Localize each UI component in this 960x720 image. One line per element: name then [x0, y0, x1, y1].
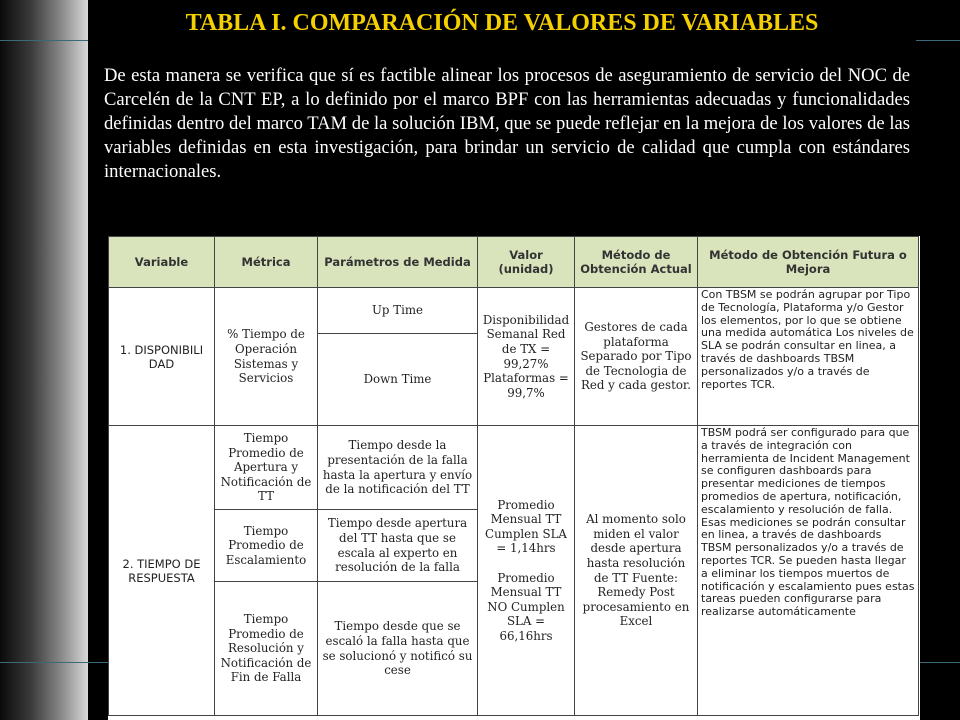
metrica-apertura-notificacion: Tiempo Promedio de Apertura y Notificación de TT — [215, 426, 318, 510]
obtencion-futura-respuesta: TBSM podrá ser configurado para que a través de integración con herramienta de Incident Management se configuren dashboards para presentar mediciones de tiempos promedios de apertura, notificación, escalamiento y resolución de falla. Esas mediciones se podrán consultar en linea, a través de dashboards TBSM personalizados y/o a través de reportes TCR. Se pueden hasta llegar a eliminar los tiempos muertos de notificación y escalamiento pues estas tareas pueden configurarse para realizarse automáticamente — [698, 426, 919, 716]
slide-title: TABLA I. COMPARACIÓN DE VALORES DE VARIABLES — [185, 10, 819, 36]
valor-tiempo-respuesta — [478, 426, 575, 716]
param-up-time: Up Time — [318, 288, 478, 334]
footer-line-left — [0, 662, 108, 663]
param-resolucion: Tiempo desde que se escaló la falla hasta que se solucionó y notificó su cese — [318, 582, 478, 716]
valor-cumplen-sla: Promedio Mensual TT Cumplen SLA = 1,14hrs — [485, 497, 567, 556]
table-header-row — [109, 237, 919, 288]
table-row — [109, 426, 919, 510]
header-line-right — [916, 40, 960, 41]
header-obtencion-actual: Método de Obtención Actual — [575, 237, 698, 288]
right-border — [916, 0, 960, 720]
param-down-time: Down Time — [318, 334, 478, 426]
obtencion-futura-disponibilidad: Con TBSM se podrán agrupar por Tipo de Tecnología, Plataforma y/o Gestor los elementos, por lo que se obtiene una medida automática Los niveles de SLA se podrán consultar en linea, a través de dashboards TBSM personalizados y/o a través de reportes TCR. — [698, 288, 919, 426]
valor-no-cumplen-sla: Promedio Mensual TT NO Cumplen SLA = 66,16hrs — [487, 570, 565, 643]
body-paragraph: De esta manera se verifica que sí es factible alinear los procesos de aseguramiento de servicio del NOC de Carcelén de la CNT EP, a lo definido por el marco BPF con las herramientas adecuadas y funcionalidades definidas dentro del marco TAM de la solución IBM, que se puede reflejar en la mejora de los valores de las variables definidas en esta investigación, para brindar un servicio de calidad que cumpla con estándares internacionales. — [104, 65, 910, 182]
variable-tiempo-respuesta: 2. TIEMPO DE RESPUESTA — [109, 426, 215, 716]
left-gradient-border — [0, 0, 88, 720]
footer-line-right — [918, 662, 960, 663]
param-apertura-notificacion: Tiempo desde la presentación de la falla hasta la apertura y envío de la notificación del TT — [318, 426, 478, 510]
header-metrica: Métrica — [215, 237, 318, 288]
variable-disponibilidad: 1. DISPONIBILI DAD — [109, 288, 215, 426]
header-obtencion-futura: Método de Obtención Futura o Mejora — [698, 237, 919, 288]
obtencion-actual-disponibilidad: Gestores de cada plataforma Separado por Tipo de Tecnologia de Red y cada gestor. — [575, 288, 698, 426]
metrica-resolucion: Tiempo Promedio de Resolución y Notificación de Fin de Falla — [215, 582, 318, 716]
param-escalamiento: Tiempo desde apertura del TT hasta que se escala al experto en resolución de la falla — [318, 510, 478, 582]
header-variable: Variable — [109, 237, 215, 288]
metrica-tiempo-operacion: % Tiempo de Operación Sistemas y Servicios — [215, 288, 318, 426]
header-line-left — [0, 40, 88, 41]
table-row — [109, 288, 919, 334]
metrica-escalamiento: Tiempo Promedio de Escalamiento — [215, 510, 318, 582]
header-parametros: Parámetros de Medida — [318, 237, 478, 288]
comparison-table — [108, 236, 919, 716]
obtencion-actual-respuesta: Al momento solo miden el valor desde apertura hasta resolución de TT Fuente: Remedy Post procesamiento en Excel — [575, 426, 698, 716]
header-valor: Valor (unidad) — [478, 237, 575, 288]
valor-disponibilidad: Disponibilidad Semanal Red de TX = 99,27% Plataformas = 99,7% — [478, 288, 575, 426]
comparison-table-image — [108, 236, 920, 720]
